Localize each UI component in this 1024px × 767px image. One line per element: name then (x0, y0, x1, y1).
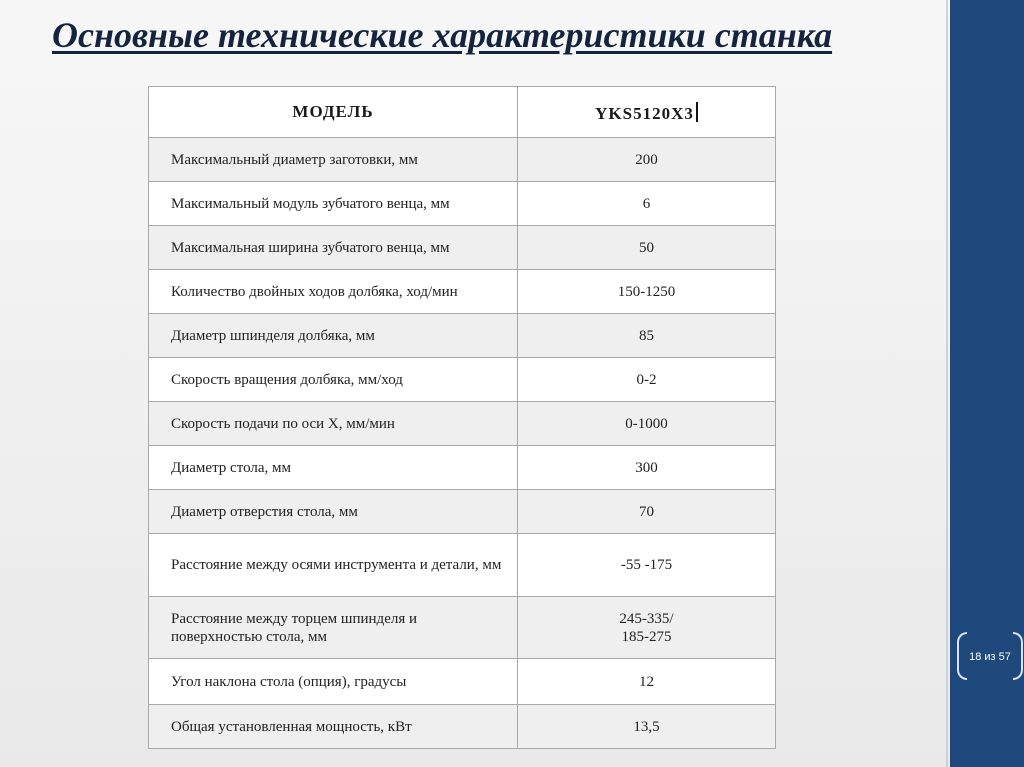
table-row (149, 226, 776, 270)
row-name: Расстояние между торцем шпинделя и поверхностью стола, мм (149, 597, 518, 659)
right-brace-icon (1013, 632, 1023, 680)
row-name: Максимальный диаметр заготовки, мм (149, 138, 518, 182)
table-row (149, 402, 776, 446)
row-value (518, 597, 776, 659)
row-name: Угол наклона стола (опция), градусы (149, 659, 518, 705)
header-model-value (518, 87, 776, 138)
row-value: 70 (518, 490, 776, 534)
table-row (149, 182, 776, 226)
row-value-line: 185-275 (621, 628, 672, 645)
table-row (149, 358, 776, 402)
page-counter-label: 18 из 57 (969, 651, 1011, 663)
row-name: Диаметр стола, мм (149, 446, 518, 490)
row-name: Скорость вращения долбяка, мм/ход (149, 358, 518, 402)
table-row (149, 534, 776, 597)
row-value: 0-2 (518, 358, 776, 402)
row-value: 0-1000 (518, 402, 776, 446)
row-value-line: 245-335/ (619, 610, 674, 627)
row-value: 200 (518, 138, 776, 182)
text-cursor (696, 102, 698, 122)
row-value: 85 (518, 314, 776, 358)
row-value: 50 (518, 226, 776, 270)
table-row (149, 705, 776, 749)
row-value: 13,5 (518, 705, 776, 749)
table-header-row (149, 87, 776, 138)
table-row (149, 597, 776, 659)
row-name: Количество двойных ходов долбяка, ход/мин (149, 270, 518, 314)
table-row (149, 314, 776, 358)
row-value: -55 -175 (518, 534, 776, 597)
page-counter[interactable] (957, 632, 1023, 682)
sidebar-divider (946, 0, 948, 767)
table-row (149, 490, 776, 534)
left-brace-icon (957, 632, 967, 680)
row-name: Общая установленная мощность, кВт (149, 705, 518, 749)
row-name: Максимальный модуль зубчатого венца, мм (149, 182, 518, 226)
row-value: 12 (518, 659, 776, 705)
table-row (149, 446, 776, 490)
row-name: Диаметр шпинделя долбяка, мм (149, 314, 518, 358)
row-name: Скорость подачи по оси X, мм/мин (149, 402, 518, 446)
row-value: 6 (518, 182, 776, 226)
header-model-label: МОДЕЛЬ (149, 87, 518, 138)
spec-table (148, 86, 776, 749)
row-value: 150-1250 (518, 270, 776, 314)
table-row (149, 270, 776, 314)
table-row (149, 138, 776, 182)
model-value-text: YKS5120X3 (595, 103, 694, 123)
row-name: Максимальная ширина зубчатого венца, мм (149, 226, 518, 270)
table-row (149, 659, 776, 705)
row-name: Диаметр отверстия стола, мм (149, 490, 518, 534)
page-title: Основные технические характеристики станка (52, 15, 833, 55)
row-name: Расстояние между осями инструмента и детали, мм (149, 534, 518, 597)
row-value: 300 (518, 446, 776, 490)
